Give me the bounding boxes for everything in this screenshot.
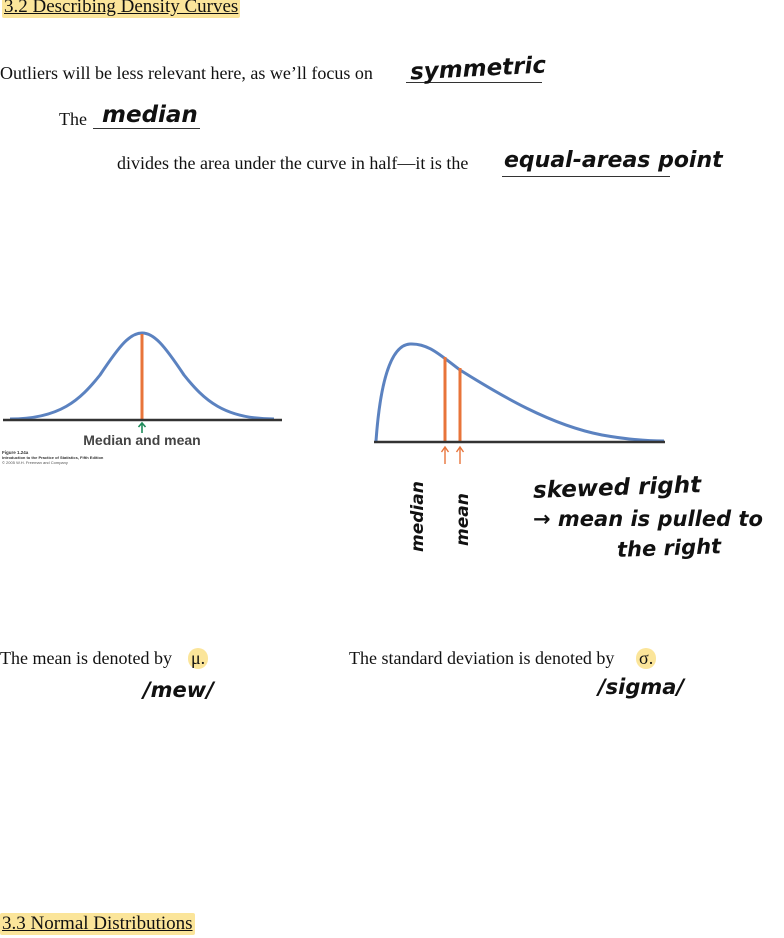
- skewed-right-note-line1: skewed right: [532, 472, 702, 504]
- median-handwritten-label: median: [408, 481, 428, 552]
- median-arrow: [442, 447, 449, 464]
- outliers-sentence: Outliers will be less relevant here, as we’ll focus on: [0, 63, 373, 83]
- mean-arrow: [457, 447, 464, 464]
- skewed-density-curve: [376, 344, 664, 441]
- median-handwritten-answer: median: [102, 102, 198, 128]
- mean-pronunciation: /mew/: [143, 678, 214, 702]
- outliers-handwritten-answer: symmetric: [409, 52, 547, 86]
- mean-symbol: μ.: [188, 648, 208, 669]
- section-heading-3-3: 3.3 Normal Distributions: [2, 913, 193, 934]
- symmetric-density-figure: [0, 320, 290, 470]
- median-sentence-prefix: The: [59, 109, 87, 129]
- mean-notation-sentence: The mean is denoted by: [0, 648, 172, 668]
- section-heading-3-2: 3.2 Describing Density Curves: [2, 0, 240, 18]
- figure-credit-line2: Introduction to the Practice of Statistics, Fifth Edition: [2, 455, 104, 460]
- sd-notation-sentence: The standard deviation is denoted by: [349, 648, 615, 668]
- skewed-right-note-line2: → mean is pulled to: [533, 507, 763, 531]
- figure-credit-line3: © 2005 W.H. Freeman and Company: [2, 460, 68, 465]
- divides-sentence: divides the area under the curve in half—it is the: [117, 153, 469, 173]
- skewed-right-density-figure: [370, 335, 670, 470]
- mean-handwritten-label: mean: [453, 493, 473, 546]
- sd-symbol: σ.: [636, 648, 656, 669]
- skewed-right-note-line3: the right: [616, 534, 722, 562]
- divides-handwritten-answer: equal-areas point: [504, 148, 723, 173]
- figure-credit-line1: Figure 1.24a: [2, 450, 29, 455]
- sd-pronunciation: /sigma/: [598, 675, 685, 699]
- figure-caption: Median and mean: [83, 432, 201, 448]
